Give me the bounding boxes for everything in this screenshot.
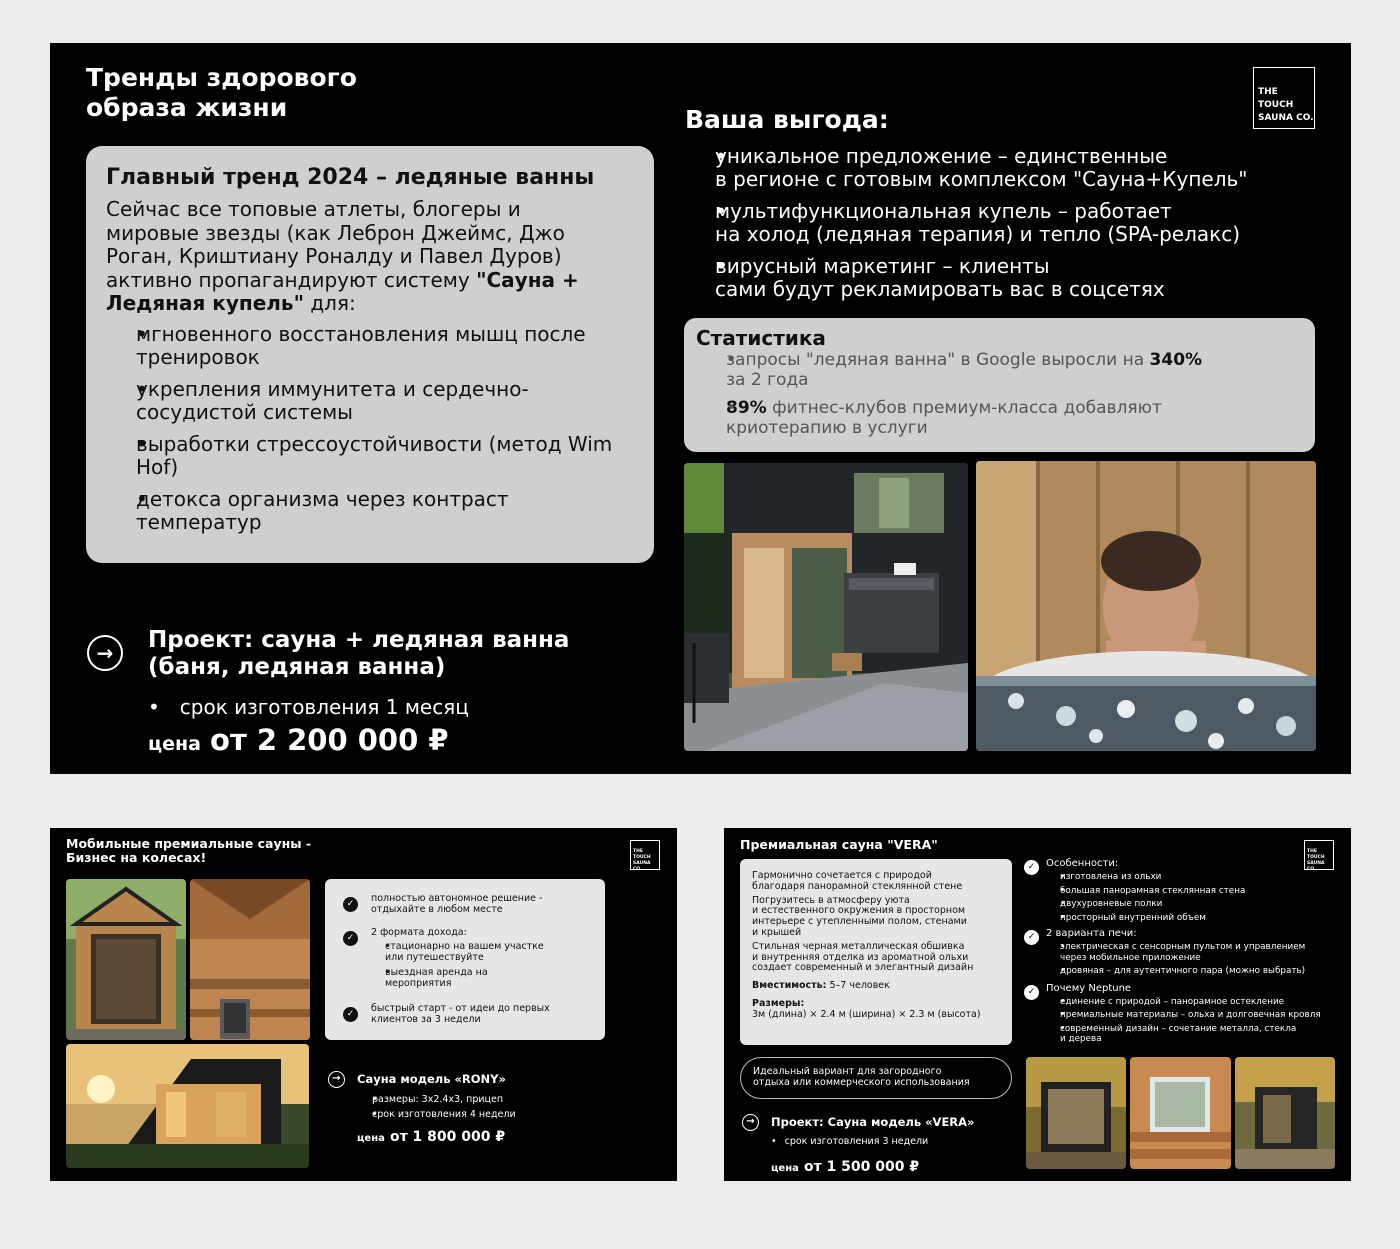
slide-title-line1: Мобильные премиальные сауны - <box>66 836 312 851</box>
logo-line3: SAUNA CO. <box>633 861 651 872</box>
statistics-list <box>696 350 1303 438</box>
project-price <box>357 1126 505 1145</box>
vera-description-box <box>740 859 1012 1045</box>
check-icon: ✓ <box>1024 860 1039 875</box>
trend-item: • выработки стрессоустойчивости (метод Wim Hof) <box>106 433 636 480</box>
desc-paragraph: Стильная черная металлическая обшивка и внутренняя отделка из ароматной ольхи создает современный и элегантный дизайн <box>752 940 974 974</box>
mobile-features-box <box>325 879 605 1040</box>
feature-item: • премиальные материалы – ольха и долговечная кровля <box>1046 1010 1344 1021</box>
slide-vera-sauna <box>724 828 1351 1181</box>
stat-item: • запросы "ледяная ванна" в Google выросли на 340% за 2 года <box>696 350 1303 390</box>
arrow-right-icon: → <box>328 1071 345 1088</box>
slide-title <box>86 63 446 123</box>
check-icon: ✓ <box>343 931 358 946</box>
check-icon: ✓ <box>343 897 358 912</box>
trend-list <box>106 323 634 535</box>
project-title-line2: (баня, ледяная ванна) <box>148 654 446 680</box>
price-value: от 1 500 000 ₽ <box>803 1159 920 1175</box>
project-details <box>357 1092 516 1122</box>
main-trend-box <box>86 146 654 563</box>
price-value: от 1 800 000 ₽ <box>389 1129 506 1145</box>
arrow-right-icon: → <box>742 1114 759 1131</box>
stat-item: • 89% фитнес-клубов премиум-класса добавляют криотерапию в услуги <box>696 398 1303 438</box>
trend-item: • мгновенного восстановления мышц после тренировок <box>106 323 636 370</box>
slide-title-line1: Тренды здорового <box>86 63 357 92</box>
logo-line2: TOUCH <box>1258 100 1294 110</box>
ideal-use-badge: Идеальный вариант для загородного отдыха или коммерческого использования <box>740 1057 1012 1099</box>
vera-interior-photo <box>1130 1057 1231 1169</box>
feature-item: • дровяная – для аутентичного пара (можно выбрать) <box>1046 966 1344 977</box>
desc-paragraph: Погрузитесь в атмосферу уюта и естественного окружения в просторном интерьере с утепленными полом, стенами и крышей <box>752 894 967 938</box>
project-title <box>148 627 569 681</box>
statistics-box <box>684 318 1315 452</box>
dimensions: Размеры: 3м (длина) × 2.4 м (ширина) × 2.3 м (высота) <box>752 997 981 1020</box>
trend-heading: Главный тренд 2024 – ледяные ванны <box>106 165 595 190</box>
outdoor-sauna-photo <box>684 463 968 751</box>
benefit-item: • вирусный маркетинг – клиенты сами будут рекламировать вас в соцсетях <box>685 255 1325 301</box>
check-icon: ✓ <box>343 1007 358 1022</box>
check-icon: ✓ <box>1024 930 1039 945</box>
logo-line2: TOUCH <box>1307 855 1325 860</box>
slide-ice-bath-trends <box>50 43 1351 774</box>
trend-item: • детокса организма через контраст температур <box>106 488 566 535</box>
price-prefix: цена <box>148 733 201 755</box>
feature-fast-start: быстрый старт - от идеи до первых клиентов за 3 недели <box>371 1003 550 1025</box>
check-icon: ✓ <box>1024 985 1039 1000</box>
mobile-sauna-lake-photo <box>66 1044 309 1168</box>
project-detail: • срок изготовления 1 месяц <box>148 695 469 719</box>
slide-title <box>66 837 311 865</box>
trend-item: • укрепления иммунитета и сердечно-сосудистой системы <box>106 378 606 425</box>
benefits-heading: Ваша выгода: <box>685 105 889 134</box>
income-format-item: • выездная аренда на мероприятия <box>371 967 601 989</box>
feature-item: • изготовлена из ольхи <box>1046 872 1344 883</box>
statistics-heading: Статистика <box>696 326 826 350</box>
vera-features <box>1024 858 1344 1045</box>
logo-line3: SAUNA CO. <box>1307 861 1325 872</box>
feature-item: • единение с природой – панорамное остекление <box>1046 997 1344 1008</box>
feature-group-list <box>1046 872 1344 923</box>
feature-item: • просторный внутренний объем <box>1046 913 1344 924</box>
project-title-line1: Проект: сауна + ледяная ванна <box>148 627 570 653</box>
desc-paragraph: Гармонично сочетается с природой благодаря панорамной стеклянной стене <box>752 870 963 892</box>
vera-side-photo <box>1235 1057 1335 1169</box>
outdoor-sauna-illustration <box>684 463 968 751</box>
feature-item: • современный дизайн – сочетание металла, стекла и дерева <box>1046 1024 1344 1045</box>
trend-intro-tail: для: <box>304 291 356 315</box>
feature-item: • двухуровневые полки <box>1046 899 1344 910</box>
feature-item: • большая панорамная стеклянная стена <box>1046 886 1344 897</box>
project-detail: • срок изготовления 3 недели <box>771 1136 929 1147</box>
capacity: Вместимость: 5–7 человек <box>752 980 890 992</box>
feature-group-list <box>1046 942 1344 977</box>
logo-line1: THE <box>633 849 643 854</box>
slide-title-line2: образа жизни <box>86 93 288 122</box>
benefits-list <box>685 145 1325 301</box>
slide-title-line2: Бизнес на колесах! <box>66 850 207 865</box>
vera-exterior-photo <box>1026 1057 1126 1169</box>
project-title: Сауна модель «RONY» <box>357 1072 506 1086</box>
mobile-sauna-exterior-photo <box>66 879 186 1040</box>
slide-title: Премиальная сауна "VERA" <box>740 837 938 852</box>
feature-income-formats: 2 формата дохода: • стационарно на вашем участке или путешествуйте • выездная аренда на мероприятия <box>371 927 601 989</box>
logo-line3: SAUNA CO. <box>1258 113 1314 123</box>
feature-item: • электрическая с сенсорным пультом и управлением через мобильное приложение <box>1046 942 1344 963</box>
benefit-item: • мультифункциональная купель – работает на холод (ледяная терапия) и тепло (SPA-релакс) <box>685 200 1325 246</box>
feature-group-title: Почему Neptune <box>1046 982 1132 994</box>
logo-line2: TOUCH <box>633 855 651 860</box>
brand-logo <box>630 840 660 870</box>
slide-mobile-saunas <box>50 828 677 1181</box>
ice-bath-photo <box>976 461 1316 751</box>
price-value: от 2 200 000 ₽ <box>210 723 449 757</box>
trend-intro-bold: "Сауна + Ледяная купель" <box>106 267 579 315</box>
project-price <box>771 1156 919 1175</box>
trend-intro <box>106 198 596 316</box>
project-detail-text: срок изготовления 1 месяц <box>179 695 469 719</box>
trend-intro-text: Сейчас все топовые атлеты, блогеры и мировые звезды (как Леброн Джеймс, Джо Роган, Криштиану Роналду и Павел Дуров) активно пропагандируют систему <box>106 197 565 292</box>
feature-autonomous: полностью автономное решение - отдыхайте в любом месте <box>371 893 543 915</box>
feature-group-title: 2 варианта печи: <box>1046 928 1137 939</box>
project-title: Проект: Сауна модель «VERA» <box>771 1115 975 1129</box>
ice-bath-illustration <box>976 461 1316 751</box>
feature-group-list <box>1046 997 1344 1045</box>
brand-logo <box>1253 67 1315 129</box>
income-format-item: • стационарно на вашем участке или путешествуйте <box>371 941 601 963</box>
project-detail-item: • срок изготовления 4 недели <box>357 1107 516 1122</box>
arrow-right-icon: → <box>87 635 123 671</box>
logo-line1: THE <box>1307 849 1317 854</box>
benefit-item: • уникальное предложение – единственные в регионе с готовым комплексом "Сауна+Купель" <box>685 145 1325 191</box>
mobile-sauna-interior-photo <box>190 879 310 1040</box>
price-prefix: цена <box>771 1163 799 1174</box>
project-detail-item: • размеры: 3x2.4x3, прицеп <box>357 1092 516 1107</box>
feature-group-title: Особенности: <box>1046 858 1119 869</box>
logo-line1: THE <box>1258 87 1278 97</box>
price-prefix: цена <box>357 1133 385 1144</box>
project-price <box>148 723 449 757</box>
